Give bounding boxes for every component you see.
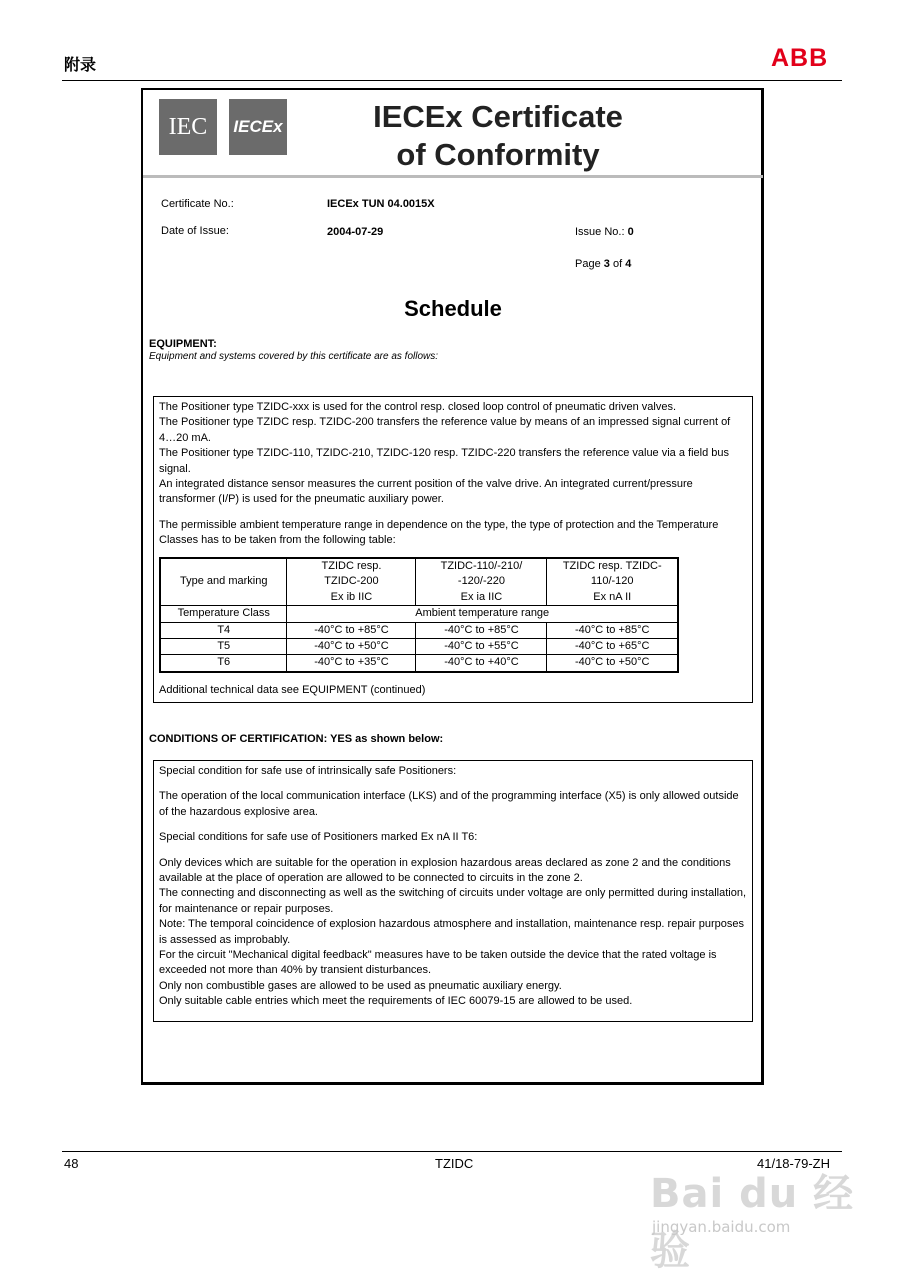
page-header-title: 附录 <box>64 55 97 74</box>
additional-data-note: Additional technical data see EQUIPMENT (continued) <box>159 683 426 696</box>
title-rule <box>143 175 763 178</box>
title-line-2: of Conformity <box>396 137 600 172</box>
issue-value: 0 <box>627 226 634 238</box>
iecex-logo: IECEx <box>229 99 287 155</box>
conditions-heading: CONDITIONS OF CERTIFICATION: YES as shown below: <box>149 733 444 745</box>
page-indicator <box>575 258 631 270</box>
conditions-paragraph: Only devices which are suitable for the operation in explosion hazardous areas declared as zone 2 and the conditions available at the place of operation are allowed to be connected to circuits in the zone 2. <box>159 856 731 885</box>
issue-label: Issue No.: <box>575 226 625 238</box>
baidu-watermark <box>640 1140 860 1274</box>
abb-logo: ABB <box>771 44 829 72</box>
certificate-title <box>343 98 653 174</box>
cert-no-label: Certificate No.: <box>161 198 234 210</box>
conditions-paragraph: Special condition for safe use of intrinsically safe Positioners: <box>159 765 457 777</box>
certificate <box>141 88 764 1085</box>
conditions-paragraph: Special conditions for safe use of Positioners marked Ex nA II T6: <box>159 831 478 844</box>
col1-header: TZIDC resp. TZIDC-200 Ex ib IIC <box>287 558 416 606</box>
date-label: Date of Issue: <box>161 225 229 237</box>
schedule-title: Schedule <box>404 296 502 321</box>
temperature-class-header: Temperature Class <box>160 606 287 622</box>
table-row: T6 -40°C to +35°C -40°C to +40°C -40°C to +50°C <box>160 655 678 672</box>
conditions-paragraph: Note: The temporal coincidence of explosion hazardous atmosphere and installation, maintenance resp. repair purposes is assessed as improbably. <box>159 918 744 946</box>
equipment-paragraph: An integrated distance sensor measures the current position of the valve drive. An integrated current/pressure transformer (I/P) is used for the pneumatic auxiliary power. <box>159 478 693 506</box>
conditions-box <box>153 760 753 1022</box>
header-rule <box>62 80 842 81</box>
date-value: 2004-07-29 <box>327 226 384 238</box>
table-row: T4 -40°C to +85°C -40°C to +85°C -40°C to +85°C <box>160 622 678 638</box>
conditions-paragraph: The operation of the local communication interface (LKS) and of the programming interface (X5) is only allowed outside of the hazardous explosive area. <box>159 790 739 818</box>
title-line-1: IECEx Certificate <box>373 99 623 134</box>
cert-no-number: TUN 04.0015X <box>361 198 435 210</box>
equipment-heading: EQUIPMENT: <box>149 338 217 350</box>
table-row: T5 -40°C to +50°C -40°C to +55°C -40°C to +65°C <box>160 639 678 655</box>
page-total: 4 <box>625 258 632 270</box>
iec-logo: IEC <box>159 99 217 155</box>
conditions-paragraph: For the circuit "Mechanical digital feedback" measures have to be taken outside the device that the rated voltage is exceeded not more than 40% by transient disturbances. <box>159 949 717 977</box>
col3-header: TZIDC resp. TZIDC- 110/-120 Ex nA II <box>547 558 678 606</box>
watermark-main: Bai du 经验 <box>650 1171 855 1274</box>
type-marking-header: Type and marking <box>160 558 287 606</box>
equipment-paragraph: The Positioner type TZIDC resp. TZIDC-200 transfers the reference value by means of an impressed signal current of 4…20 mA. <box>159 416 731 444</box>
temperature-table <box>159 557 679 673</box>
footer-doc-code: 41/18-79-ZH <box>757 1156 830 1171</box>
ambient-range-header: Ambient temperature range <box>287 606 678 622</box>
footer-page-number: 48 <box>64 1156 79 1171</box>
conditions-paragraph: The connecting and disconnecting as well as the switching of circuits under voltage are only permitted during installation, for maintenance or repair purposes. <box>159 887 746 915</box>
footer-product: TZIDC <box>435 1156 474 1171</box>
page-label: Page <box>575 258 601 270</box>
equipment-paragraph: The Positioner type TZIDC-xxx is used for the control resp. closed loop control of pneumatic driven valves. <box>159 401 677 413</box>
equipment-paragraph: The Positioner type TZIDC-110, TZIDC-210, TZIDC-120 resp. TZIDC-220 transfers the reference value via a field bus signal. <box>159 447 729 475</box>
page-of: of <box>612 258 623 270</box>
page-num: 3 <box>603 258 610 270</box>
temperature-intro: The permissible ambient temperature range in dependence on the type, the type of protection and the Temperature Classes has to be taken from the following table: <box>159 518 719 547</box>
watermark-sub: jingyan.baidu.com <box>652 1218 791 1236</box>
conditions-paragraph: Only non combustible gases are allowed to be used as pneumatic auxiliary energy. <box>159 979 562 992</box>
issue-no <box>575 226 634 238</box>
cert-no-value <box>327 198 435 210</box>
cert-no-prefix: IECEx <box>327 198 359 210</box>
conditions-paragraph: Only suitable cable entries which meet the requirements of IEC 60079-15 are allowed to be used. <box>159 995 633 1008</box>
col2-header: TZIDC-110/-210/ -120/-220 Ex ia IIC <box>416 558 547 606</box>
equipment-subheading: Equipment and systems covered by this certificate are as follows: <box>149 351 439 362</box>
